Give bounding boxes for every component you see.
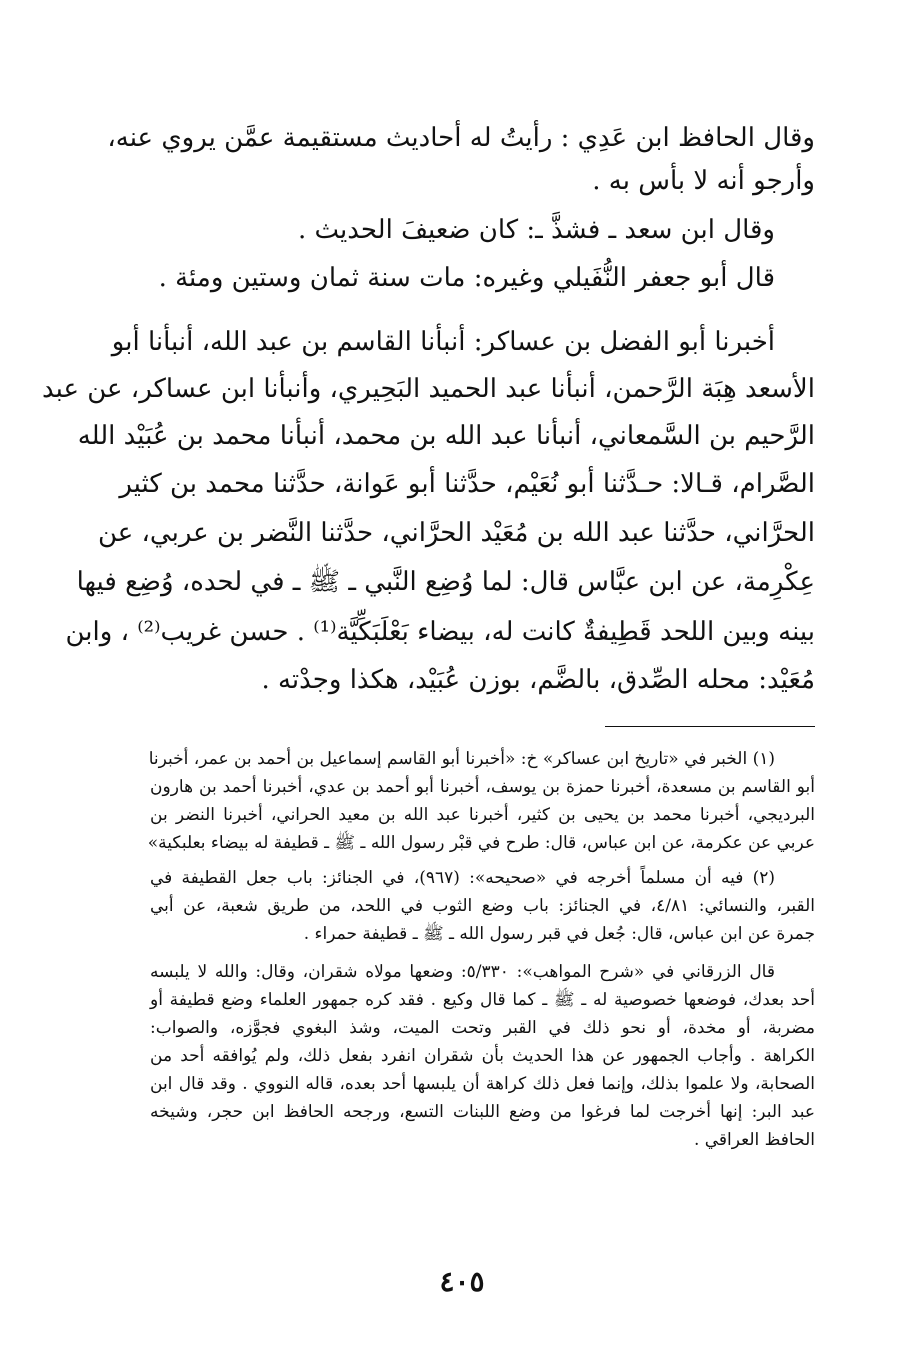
footnote-line: الحافظ العراقي . [693, 1130, 815, 1150]
footnote-line: عبد البر: إنها أخرجت لما فرغوا من وضع اللبنات التسع، ورجحه الحافظ ابن حجر، وشيخه [150, 1102, 815, 1122]
footnote-line: القبر، والنسائي: ٤/٨١، في الجنائز: باب وضع الثوب في اللحد، من طريق شعبة، عن أبي [150, 896, 815, 916]
main-text-line: عِكْرِمة، عن ابن عبَّاس قال: لما وُضِع النَّبي ـ ﷺ ـ في لحده، وُضِع فيها [76, 567, 815, 597]
main-text-line: الحرَّاني، حدَّثنا عبد الله بن مُعَيْد الحرَّاني، حدَّثنا النَّضر بن عربي، عن [97, 518, 815, 548]
main-text-line: وقال ابن سعد ـ فشذَّ ـ: كان ضعيفَ الحديث . [297, 215, 775, 245]
main-text-line: وقال الحافظ ابن عَدِي : رأيتُ له أحاديث مستقيمة عمَّن يروي عنه، [107, 123, 815, 153]
footnote-line: (٢) فيه أن مسلماً أخرجه في «صحيحه»: (٩٦٧)، في الجنائز: باب جعل القطيفة في [150, 868, 775, 888]
footnote-line: (١) الخبر في «تاريخ ابن عساكر» خ: «أخبرنا أبو القاسم إسماعيل بن أحمد بن عمر، أخبرنا [148, 749, 775, 769]
main-text-line: الرَّحيم بن السَّمعاني، أنبأنا عبد الله بن محمد، أنبأنا محمد بن عُبَيْد الله [77, 421, 815, 451]
page-number: ٤٠٥ [439, 1265, 485, 1298]
main-text-line: أخبرنا أبو الفضل بن عساكر: أنبأنا القاسم بن عبد الله، أنبأنا أبو [111, 327, 775, 357]
main-text-line: بينه وبين اللحد قَطِيفةٌ كانت له، بيضاء بَعْلَبَكِّيَّة⁽¹⁾ . حسن غريب⁽²⁾ ، وابن [65, 617, 815, 647]
footnote-line: أبو القاسم بن مسعدة، أخبرنا حمزة بن يوسف، أخبرنا أبو أحمد بن عدي، أخبرنا أحمد بن هارون [150, 777, 815, 797]
footnote-separator [605, 726, 815, 727]
footnote-line: عربي عن عكرمة، عن ابن عباس، قال: طرح في قبْر رسول الله ـ ﷺ ـ قطيفة له بيضاء بعلبكية» [147, 833, 815, 853]
footnote-line: البرديجي، أخبرنا محمد بن يحيى بن كثير، أخبرنا عبد الله بن معيد الحراني، أخبرنا النضر بن [150, 805, 815, 825]
main-text-line: الصَّرام، قـالا: حـدَّثنا أبو نُعَيْم، حدَّثنا أبو عَوانة، حدَّثنا محمد بن كثير [119, 469, 815, 499]
footnote-line: الصحابة، ولا علموا بذلك، وإنما فعل ذلك كراهة أن يلبسها أحد بعده، قاله النووي . وقد قال ابن [150, 1074, 815, 1094]
footnote-line: جمرة عن ابن عباس، قال: جُعل في قبر رسول الله ـ ﷺ ـ قطيفة حمراء . [303, 924, 815, 944]
main-text-line: وأرجو أنه لا بأس به . [592, 166, 815, 196]
footnote-line: أحد بعدك، فوضعها خصوصية له ـ ﷺ ـ كما قال وكيع . فقد كره جمهور العلماء وضع قطيفة أو [150, 990, 815, 1010]
main-text-line: الأسعد هِبَة الرَّحمن، أنبأنا عبد الحميد البَحِيري، وأنبأنا ابن عساكر، عن عبد [41, 374, 815, 404]
main-text-line: قال أبو جعفر النُّفَيلي وغيره: مات سنة ثمان وستين ومئة . [158, 263, 775, 293]
footnote-line: الكراهة . وأجاب الجمهور عن هذا الحديث بأن شقران انفرد بفعل ذلك، ولم يُوافقه أحد من [150, 1046, 815, 1066]
footnote-line: مضربة، أو مخدة، أو نحو ذلك في القبر وتحت الميت، وشذ البغوي فجوَّزه، والصواب: [150, 1018, 815, 1038]
main-text-line: مُعَيْد: محله الصِّدق، بالضَّم، بوزن عُبَيْد، هكذا وجدْته . [261, 665, 815, 695]
footnote-line: قال الزرقاني في «شرح المواهب»: ٥/٣٣٠: وضعها مولاه شقران، وقال: والله لا يلبسه [150, 962, 775, 982]
